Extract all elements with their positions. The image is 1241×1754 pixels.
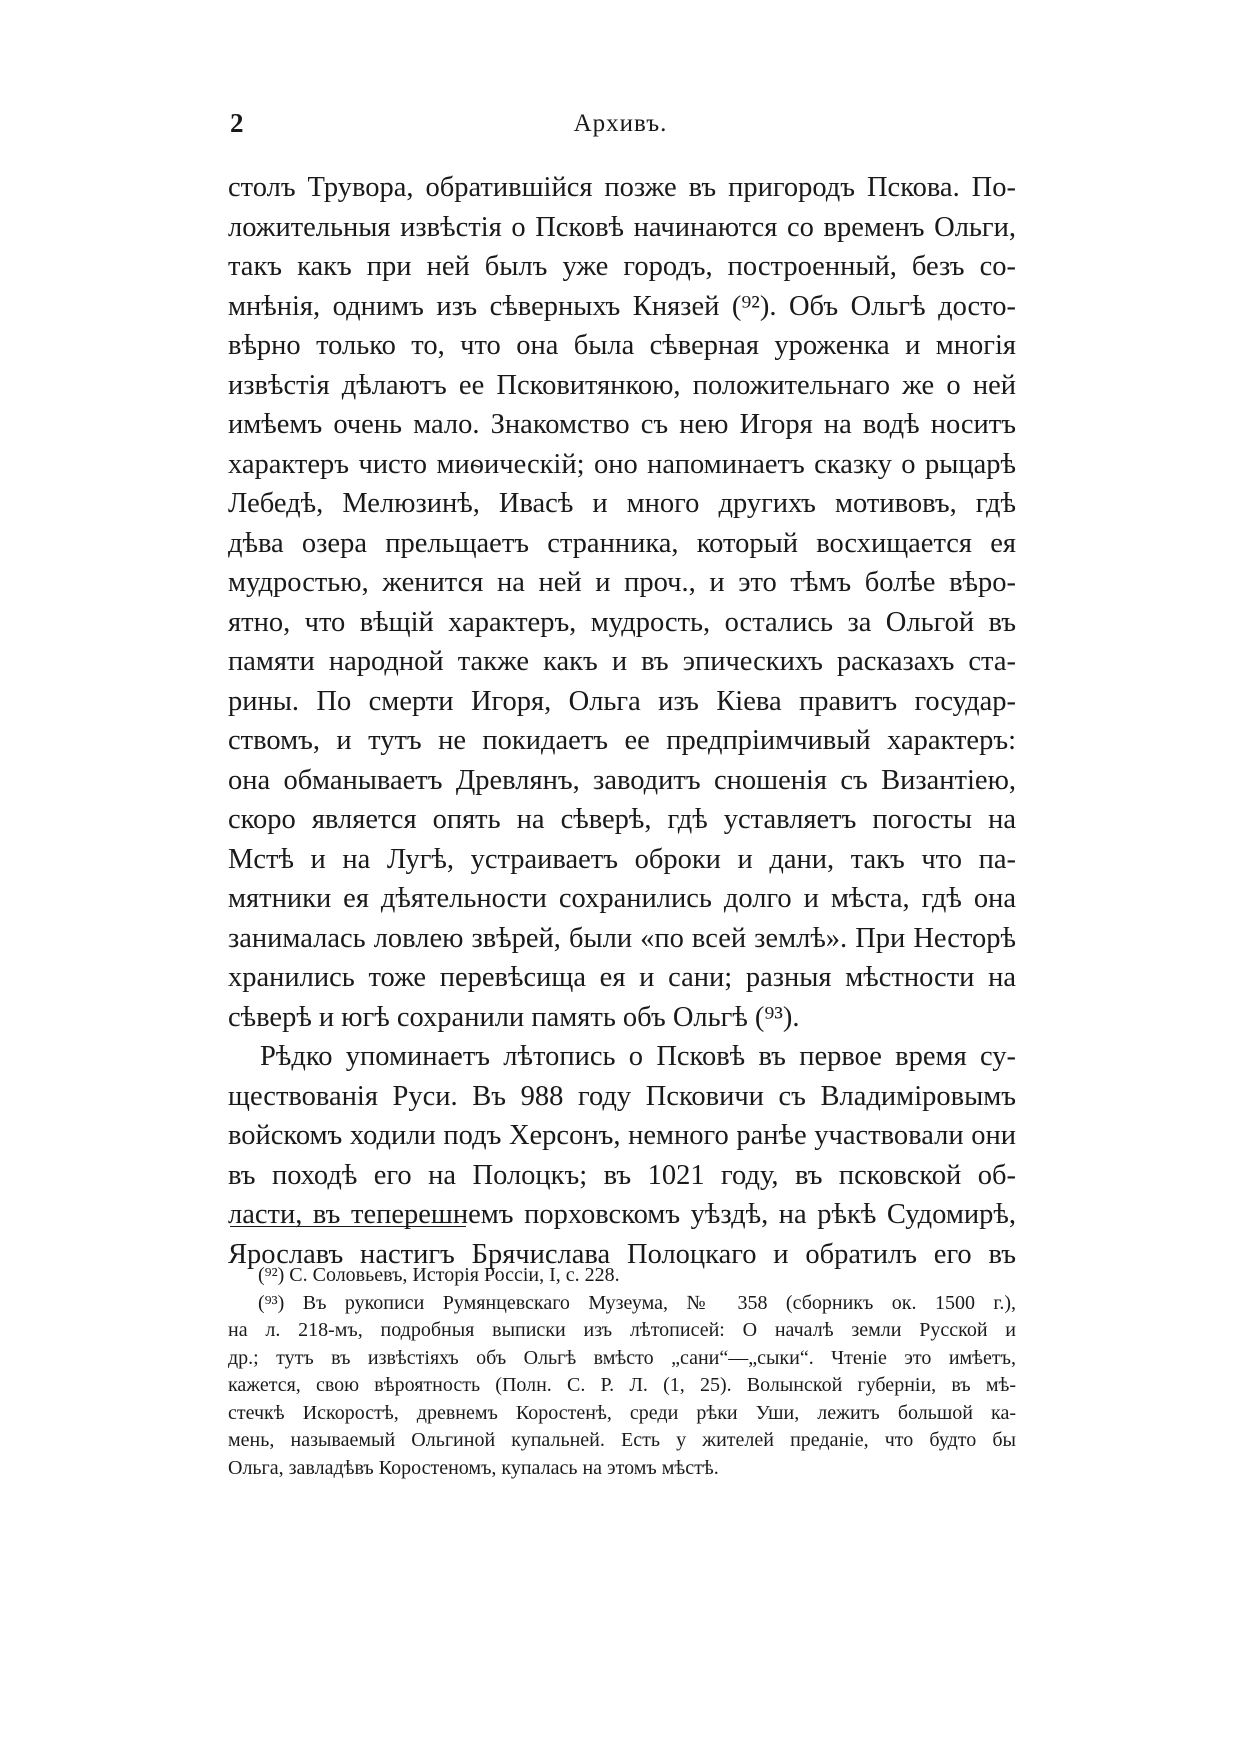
text-line: извѣстія дѣлаютъ ее Псковитянкою, положительнаго же о ней bbox=[228, 369, 1016, 401]
footnote-line: Ольга, завладѣвъ Коростеномъ, купалась на этомъ мѣстѣ. bbox=[228, 1456, 719, 1479]
text-line: вѣрно только то, что она была сѣверная уроженка и многія bbox=[228, 330, 1016, 361]
text-line: Рѣдко упоминаетъ лѣтопись о Псковѣ въ первое время су- bbox=[260, 1041, 1016, 1072]
text-line: Лебедѣ, Мелюзинѣ, Ивасѣ и много другихъ мотивовъ, гдѣ bbox=[228, 488, 1016, 519]
text-line: ществованія Руси. Въ 988 году Псковичи съ Владиміровымъ bbox=[228, 1080, 1016, 1112]
text-line: ложительныя извѣстія о Псковѣ начинаются со временъ Ольги, bbox=[228, 211, 1016, 243]
footnote-line: (⁹²) С. Соловьевъ, Исторія Россіи, I, с. 228. bbox=[258, 1264, 620, 1286]
text-line: занималась ловлею звѣрей, были «по всей землѣ». При Несторѣ bbox=[228, 922, 1016, 954]
text-line: ласти, въ теперешнемъ порховскомъ уѣздѣ, на рѣкѣ Судомирѣ, bbox=[228, 1199, 1016, 1230]
footnotes bbox=[228, 1262, 1016, 1482]
footnote-line: др.; тутъ въ извѣстіяхъ объ Ольгѣ вмѣсто „сани“—„сыки“. Чтеніе это имѣетъ, bbox=[228, 1346, 1016, 1369]
body-text bbox=[228, 168, 1016, 1274]
text-line: мнѣнія, однимъ изъ сѣверныхъ Князей (⁹²). Объ Ольгѣ досто- bbox=[228, 290, 1016, 322]
text-line: Мстѣ и на Лугѣ, устраиваетъ оброки и дани, такъ что па- bbox=[228, 843, 1016, 875]
text-line: характеръ чисто миѳическій; оно напоминаетъ сказку о рыцарѣ bbox=[228, 448, 1016, 480]
text-line: войскомъ ходили подъ Херсонъ, немного ранѣе участвовали они bbox=[228, 1120, 1016, 1151]
footnote-line: кажется, свою вѣроятность (Полн. С. Р. Л. (1, 25). Волынской губерніи, въ мѣ- bbox=[228, 1374, 1016, 1396]
text-line: она обманываетъ Древлянъ, заводитъ сношенія съ Византіею, bbox=[228, 764, 1016, 796]
text-line: дѣва озера прельщаетъ странника, который восхищается ея bbox=[228, 527, 1016, 559]
footnote-line: мень, называемый Ольгиной купальней. Есть у жителей преданіе, что будто бы bbox=[228, 1429, 1016, 1451]
text-line: скоро является опять на сѣверѣ, гдѣ уставляетъ погосты на bbox=[228, 804, 1016, 835]
text-line: Ярославъ настигъ Брячислава Полоцкаго и обратилъ его въ bbox=[228, 1238, 1016, 1270]
footnote-divider bbox=[230, 1226, 466, 1227]
text-line: въ походѣ его на Полоцкъ; въ 1021 году, въ псковской об- bbox=[228, 1159, 1016, 1191]
text-line: памяти народной также какъ и въ эпическихъ расказахъ ста- bbox=[228, 646, 1016, 677]
text-line: рины. По смерти Игоря, Ольга изъ Кіева правитъ государ- bbox=[228, 685, 1016, 717]
text-line: хранились тоже перевѣсища ея и сани; разныя мѣстности на bbox=[228, 962, 1016, 993]
text-line: имѣемъ очень мало. Знакомство съ нею Игоря на водѣ носитъ bbox=[228, 409, 1016, 440]
text-line: ствомъ, и тутъ не покидаетъ ее предпріимчивый характеръ: bbox=[228, 725, 1016, 756]
text-line: сѣверѣ и югѣ сохранили память объ Ольгѣ (⁹³). bbox=[228, 1001, 800, 1033]
footnote-line: на л. 218-мъ, подробныя выписки изъ лѣтописей: О началѣ земли Русской и bbox=[228, 1319, 1016, 1341]
running-title: Архивъ. bbox=[573, 110, 668, 137]
footnote-line: стечкѣ Искоростѣ, древнемъ Коростенѣ, среди рѣки Уши, лежитъ большой ка- bbox=[228, 1401, 1016, 1424]
footnote-line: (⁹³) Въ рукописи Румянцевскаго Музеума, № 358 (сборникъ ок. 1500 г.), bbox=[258, 1291, 1016, 1314]
text-line: мудростью, женится на ней и проч., и это тѣмъ болѣе вѣро- bbox=[228, 567, 1016, 598]
text-line: столъ Трувора, обратившійся позже въ пригородъ Пскова. По- bbox=[228, 172, 1016, 203]
text-line: такъ какъ при ней былъ уже городъ, построенный, безъ со- bbox=[228, 251, 1016, 282]
text-line: ятно, что вѣщій характеръ, мудрость, остались за Ольгой въ bbox=[228, 606, 1016, 638]
text-line: мятники ея дѣятельности сохранились долго и мѣста, гдѣ она bbox=[228, 883, 1016, 914]
page-number: 2 bbox=[230, 108, 244, 138]
